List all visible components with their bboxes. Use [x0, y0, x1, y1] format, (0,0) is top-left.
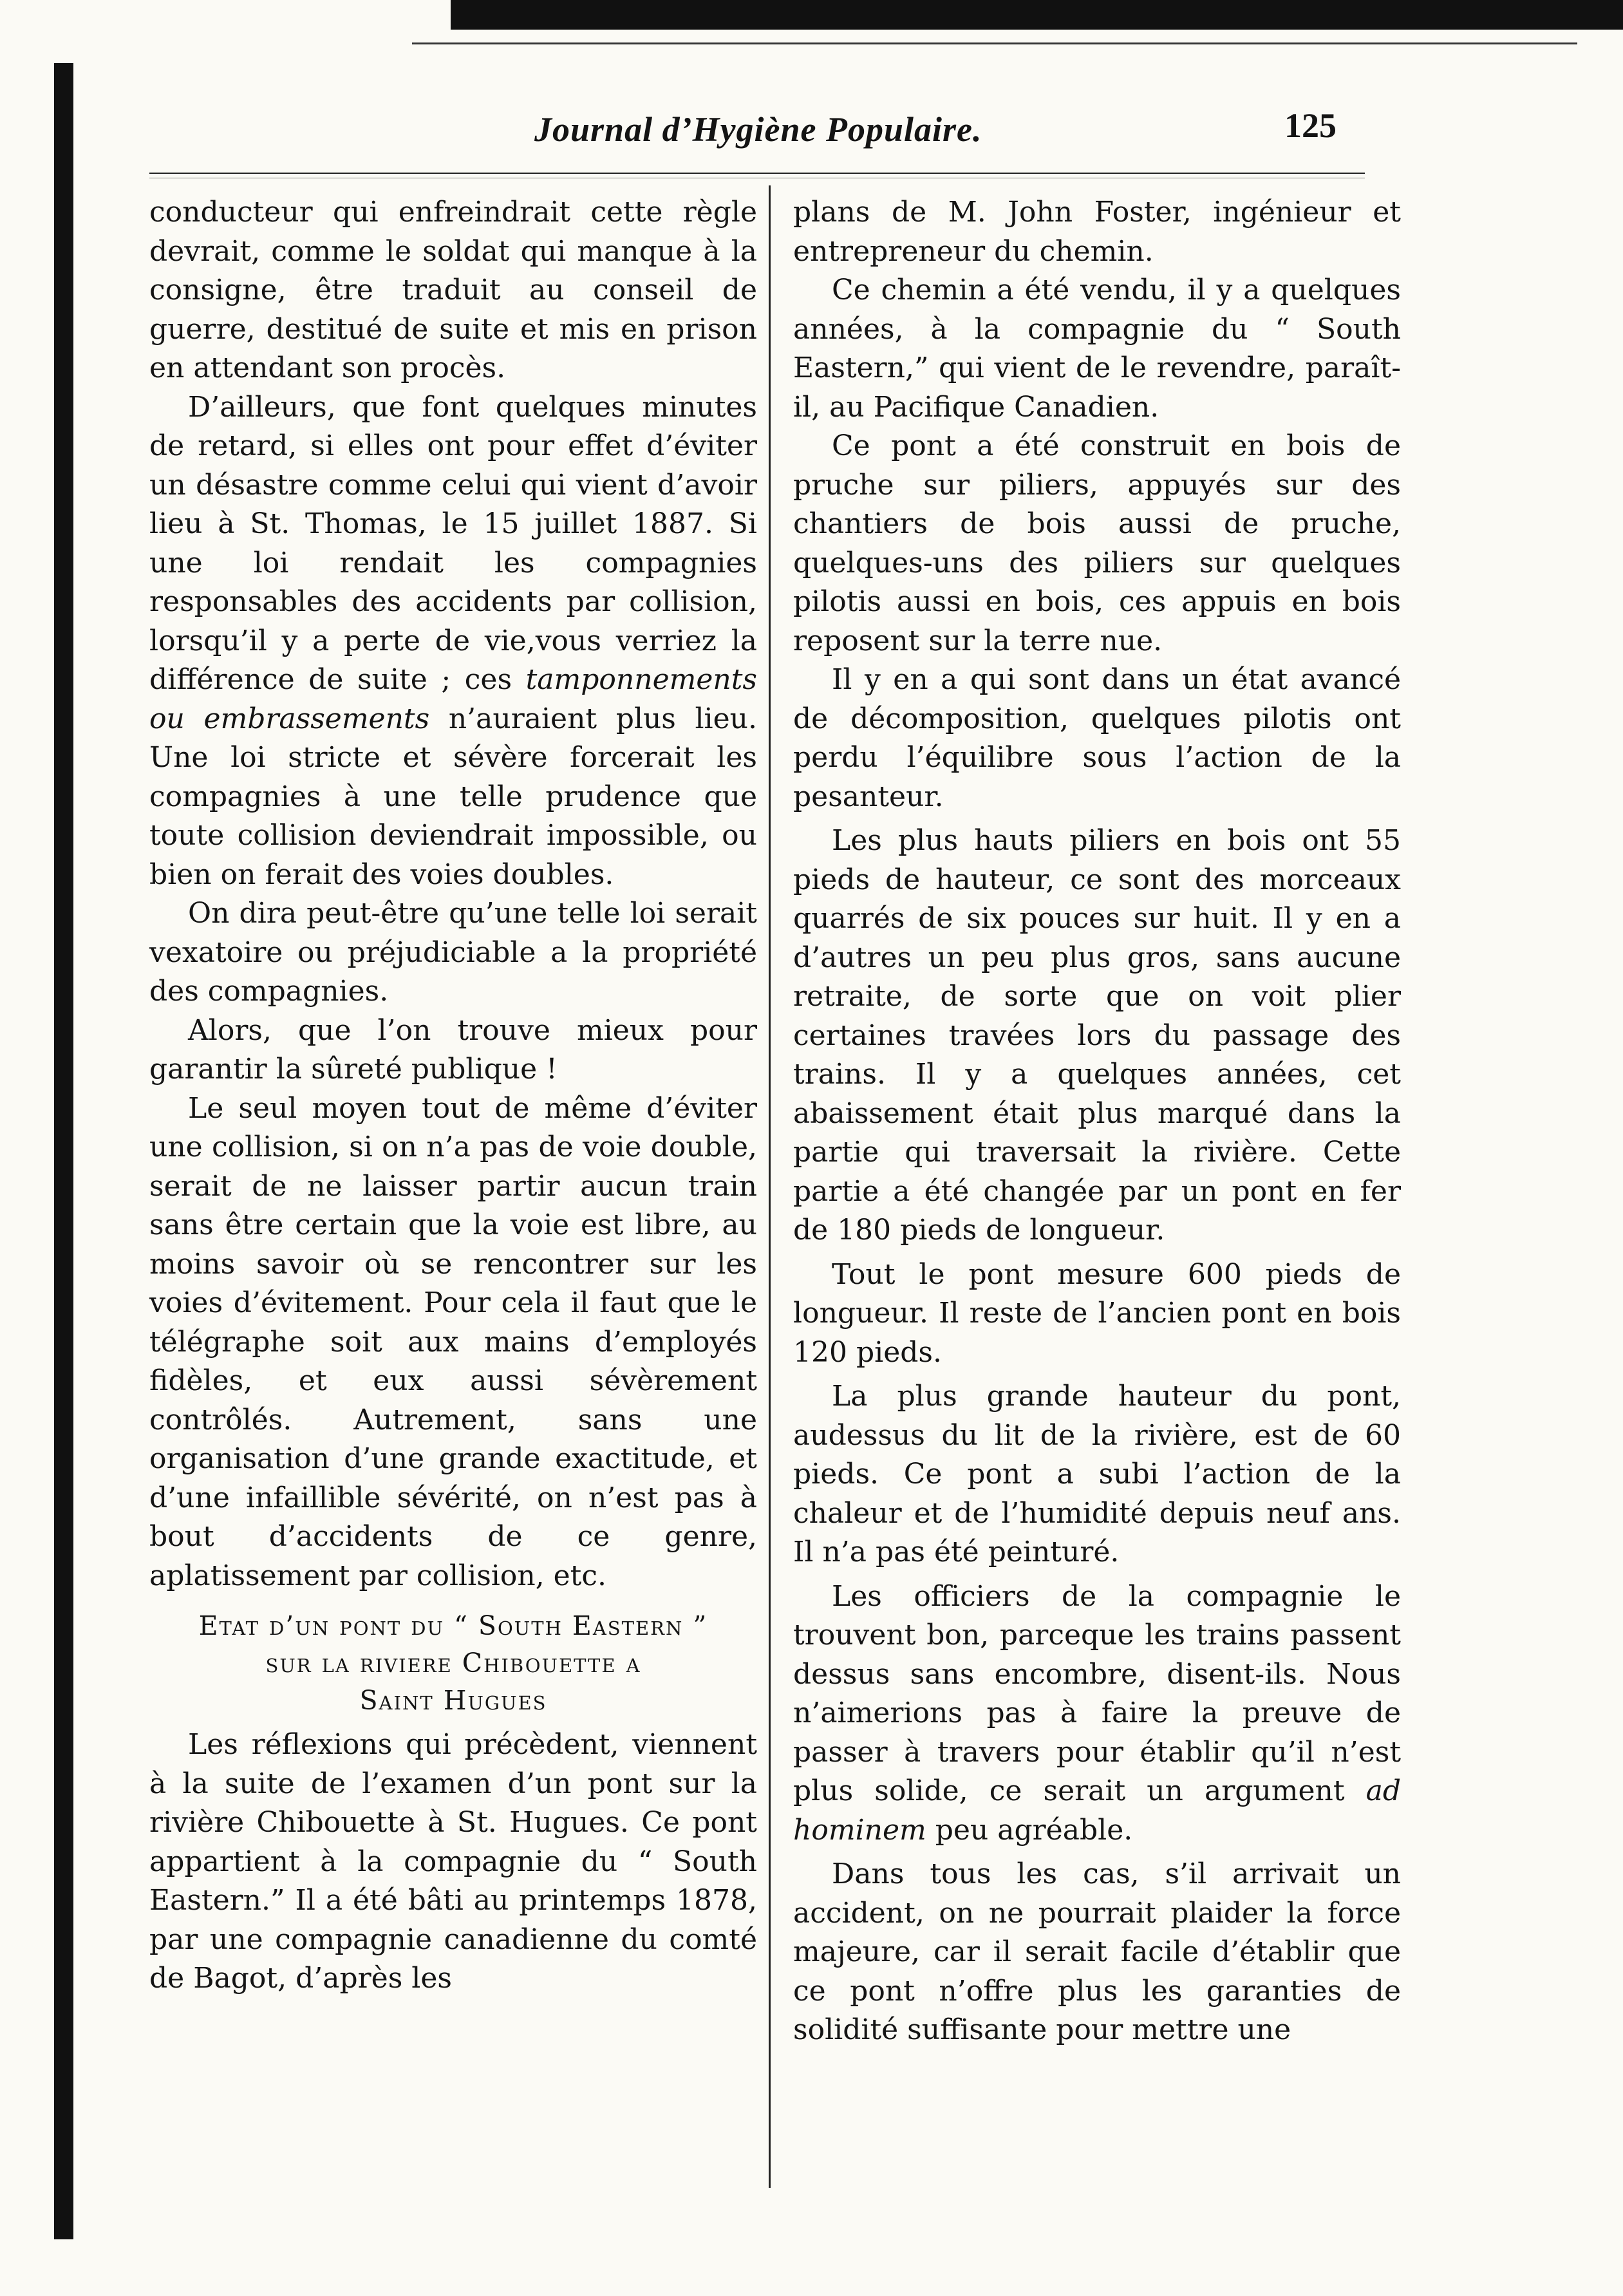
- paragraph: Dans tous les cas, s’il arrivait un accident, on ne pourrait plaider la force majeure, car il serait facile d’établir que ce pont n’offre plus les garanties de solidité suffisante pour mettre une: [793, 1858, 1401, 2046]
- top-thin-rule: [412, 42, 1577, 44]
- paragraph: Il y en a qui sont dans un état avancé de décomposition, quelques pilotis ont perdu l’équilibre sous l’action de la pesanteur.: [793, 663, 1401, 813]
- paragraph-gap: [793, 816, 1401, 822]
- paragraph: plans de M. John Foster, ingénieur et entrepreneur du chemin.: [793, 196, 1401, 268]
- paragraph: Ce pont a été construit en bois de pruche sur piliers, appuyés sur des chantiers de bois aussi de pruche, quelques-uns des piliers sur quelques pilotis aussi en bois, ces appuis en bois reposent sur la terre nue.: [793, 429, 1401, 657]
- paragraph-text: peu agréable.: [926, 1813, 1133, 1847]
- section-heading: [149, 1607, 757, 1719]
- header-rule: [149, 173, 1365, 174]
- paragraph-gap: [793, 1250, 1401, 1256]
- left-scan-bar: [54, 63, 73, 2239]
- paragraph: Les réflexions qui précèdent, viennent à la suite de l’examen d’un pont sur la rivière Chibouette à St. Hugues. Ce pont appartient à la compagnie du “ South Eastern.” Il a été bâti au printemps 1878, par une compagnie canadienne du comté de Bagot, d’après les: [149, 1728, 757, 1995]
- paragraph-gap: [793, 1572, 1401, 1577]
- page-number: 125: [1284, 106, 1337, 145]
- paragraph-text: Les officiers de la compagnie le trouvent bon, parceque les trains passent dessus sans encombre, disent-ils. Nous n’aimerions pas à faire la preuve de passer à travers pour établir qu’il n’est plus solide, ce serait un argument: [793, 1579, 1401, 1807]
- section-heading-line: Etat d’un pont du “ South Eastern ”: [198, 1610, 708, 1641]
- paragraph-text: n’auraient plus lieu. Une loi stricte et sévère forcerait les compagnies à une telle prudence que toute collision deviendrait impossible, ou bien on ferait des voies doubles.: [149, 702, 757, 891]
- paragraph: [149, 388, 757, 895]
- paragraph: Alors, que l’on trouve mieux pour garantir la sûreté publique !: [149, 1013, 757, 1086]
- paragraph: [793, 1577, 1401, 1850]
- left-column: [149, 193, 757, 1999]
- paragraph: On dira peut-être qu’une telle loi serait vexatoire ou préjudiciable a la propriété des compagnies.: [149, 897, 757, 1008]
- running-head-title: Journal d’Hygiène Populaire.: [534, 110, 982, 149]
- paragraph-gap: [793, 1372, 1401, 1377]
- paragraph: Tout le pont mesure 600 pieds de longueur. Il reste de l’ancien pont en bois 120 pieds.: [793, 1257, 1401, 1369]
- paragraph-gap: [793, 1850, 1401, 1855]
- right-column: [793, 193, 1401, 2050]
- paragraph: Ce chemin a été vendu, il y a quelques années, à la compagnie du “ South Eastern,” qui vient de le revendre, paraît-il, au Pacifique Canadien.: [793, 274, 1401, 424]
- italic-phrase: tamponnements ou embrassements: [149, 663, 757, 735]
- paragraph-text: D’ailleurs, que font quelques minutes de retard, si elles ont pour effet d’éviter un désastre comme celui qui vient d’avoir lieu à St. Thomas, le 15 juillet 1887. Si une loi rendait les compagnies responsables des accidents par collision, lorsqu’il y a perte de vie,vous verriez la différence de suite ; ces: [149, 390, 757, 696]
- paragraph: conducteur qui enfreindrait cette règle devrait, comme le soldat qui manque à la consigne, être traduit au conseil de guerre, destitué de suite et mis en prison en attendant son procès.: [149, 196, 757, 384]
- column-divider: [769, 185, 771, 2188]
- section-heading-line: Saint Hugues: [359, 1685, 547, 1716]
- italic-phrase: ad hominem: [793, 1774, 1401, 1847]
- top-scan-bar: [451, 0, 1623, 30]
- paragraph: La plus grande hauteur du pont, audessus du lit de la rivière, est de 60 pieds. Ce pont a subi l’action de la chaleur et de l’humidité depuis neuf ans. Il n’a pas été peinturé.: [793, 1380, 1401, 1568]
- paragraph: Le seul moyen tout de même d’éviter une collision, si on n’a pas de voie double, serait de ne laisser partir aucun train sans être certain que la voie est libre, au moins savoir où se rencontrer sur les voies d’évitement. Pour cela il faut que le télégraphe soit aux mains d’employés fidèles, et eux aussi sévèrement contrôlés. Autrement, sans une organisation d’une grande exactitude, et d’une infaillible sévérité, on n’est pas à bout d’accidents de ce genre, aplatissement par collision, etc.: [149, 1091, 757, 1592]
- paragraph: Les plus hauts piliers en bois ont 55 pieds de hauteur, ce sont des morceaux quarrés de six pouces sur huit. Il y en a d’autres un peu plus gros, sans aucune retraite, de sorte que on voit plier certaines travées lors du passage des trains. Il y a quelques années, cet abaissement était plus marqué dans la partie qui traversait la rivière. Cette partie a été changée par un pont en fer de 180 pieds de longueur.: [793, 824, 1401, 1247]
- section-heading-line: sur la riviere Chibouette a: [265, 1648, 641, 1679]
